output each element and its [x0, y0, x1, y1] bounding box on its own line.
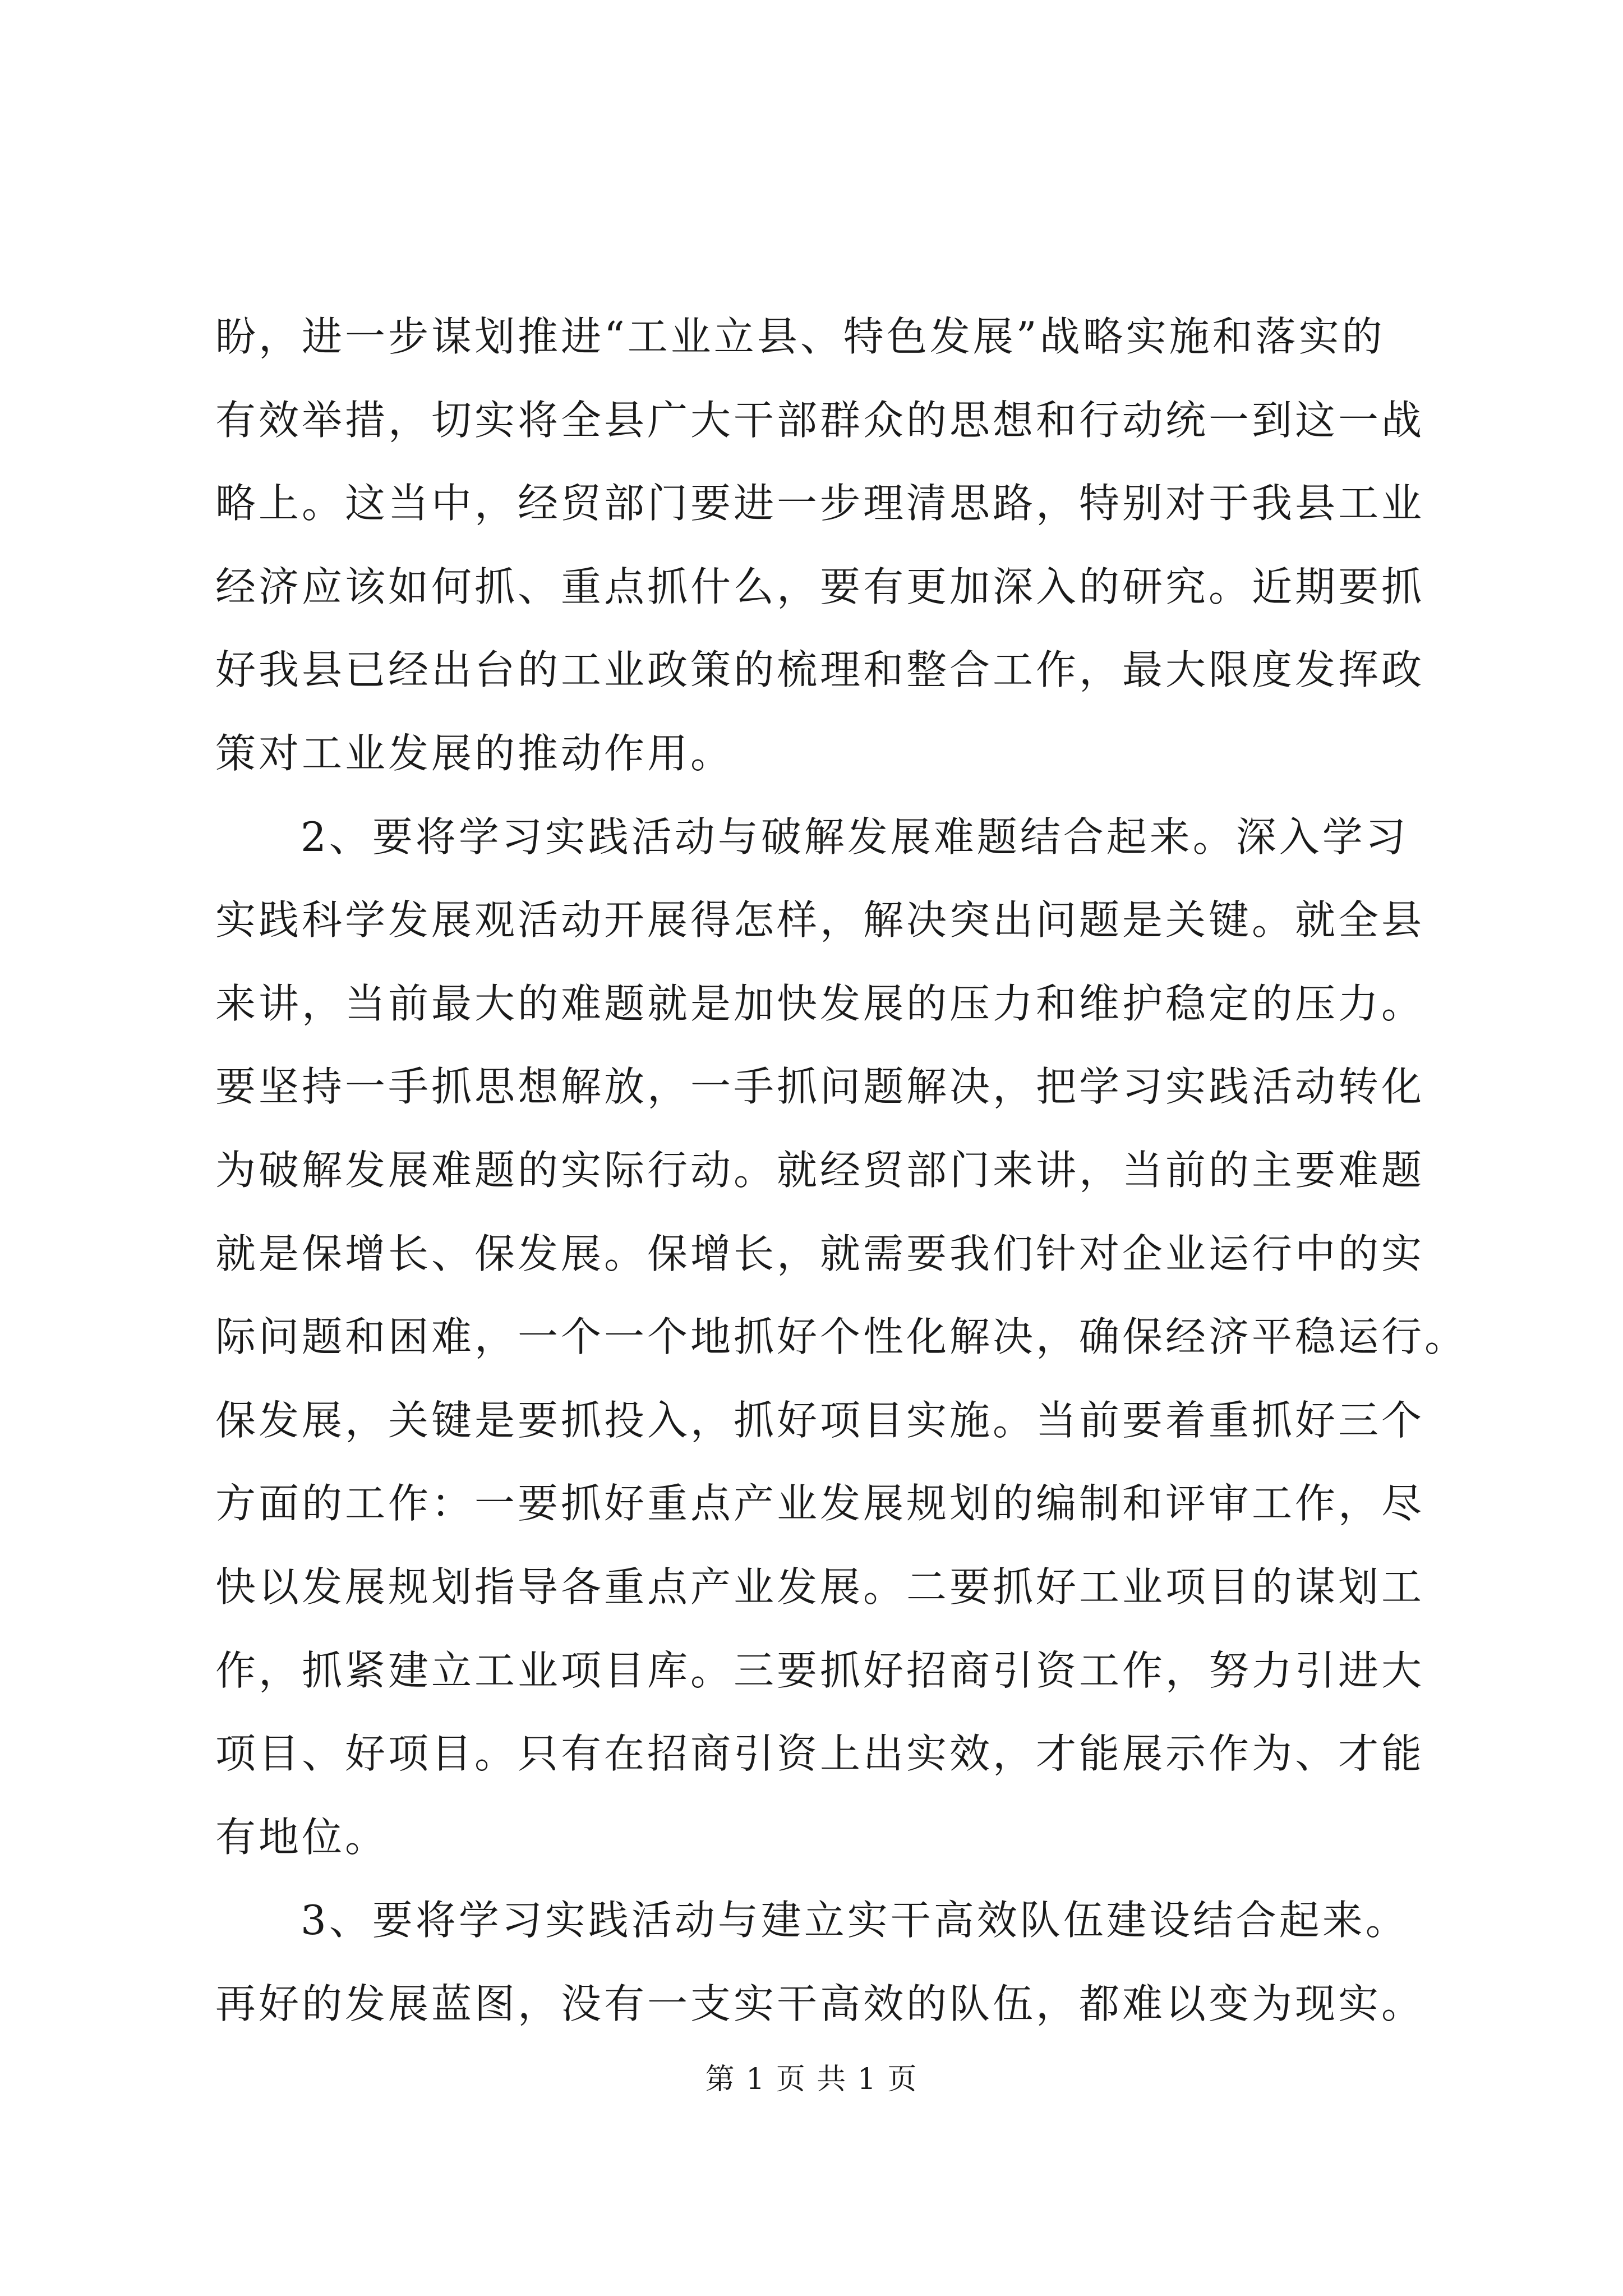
- text-line: 实践科学发展观活动开展得怎样，解决突出问题是关键。就全县: [215, 896, 1425, 944]
- text-line: 方面的工作：一要抓好重点产业发展规划的编制和评审工作，尽: [215, 1480, 1425, 1527]
- text-line: 2、要将学习实践活动与破解发展难题结合起来。深入学习: [301, 813, 1409, 861]
- page-footer: 第 1 页 共 1 页: [705, 2063, 918, 2096]
- text-line: 再好的发展蓝图，没有一支实干高效的队伍，都难以变为现实。: [215, 1980, 1425, 2027]
- text-line: 来讲，当前最大的难题就是加快发展的压力和维护稳定的压力。: [215, 979, 1425, 1027]
- text-line: 快以发展规划指导各重点产业发展。二要抓好工业项目的谋划工: [215, 1563, 1425, 1611]
- text-line: 就是保增长、保发展。保增长，就需要我们针对企业运行中的实: [215, 1230, 1425, 1277]
- text-line: 盼，进一步谋划推进“工业立县、特色发展”战略实施和落实的: [215, 313, 1385, 360]
- text-line: 好我县已经出台的工业政策的梳理和整合工作，最大限度发挥政: [215, 646, 1425, 694]
- text-line: 作，抓紧建立工业项目库。三要抓好招商引资工作，努力引进大: [215, 1646, 1425, 1694]
- text-line: 经济应该如何抓、重点抓什么，要有更加深入的研究。近期要抓: [215, 563, 1425, 610]
- text-line: 策对工业发展的推动作用。: [215, 729, 734, 777]
- text-line: 有地位。: [215, 1813, 389, 1861]
- text-line: 有效举措，切实将全县广大干部群众的思想和行动统一到这一战: [215, 396, 1425, 444]
- text-line: 略上。这当中，经贸部门要进一步理清思路，特别对于我县工业: [215, 480, 1425, 527]
- text-line: 保发展，关键是要抓投入，抓好项目实施。当前要着重抓好三个: [215, 1396, 1425, 1444]
- text-line: 为破解发展难题的实际行动。就经贸部门来讲，当前的主要难题: [215, 1146, 1425, 1194]
- text-line: 际问题和困难，一个一个地抓好个性化解决，确保经济平稳运行。: [215, 1313, 1468, 1361]
- text-line: 项目、好项目。只有在招商引资上出实效，才能展示作为、才能: [215, 1730, 1425, 1778]
- text-line: 3、要将学习实践活动与建立实干高效队伍建设结合起来。: [301, 1897, 1409, 1944]
- document-body: [215, 295, 1468, 2045]
- text-line: 要坚持一手抓思想解放，一手抓问题解决，把学习实践活动转化: [215, 1063, 1425, 1111]
